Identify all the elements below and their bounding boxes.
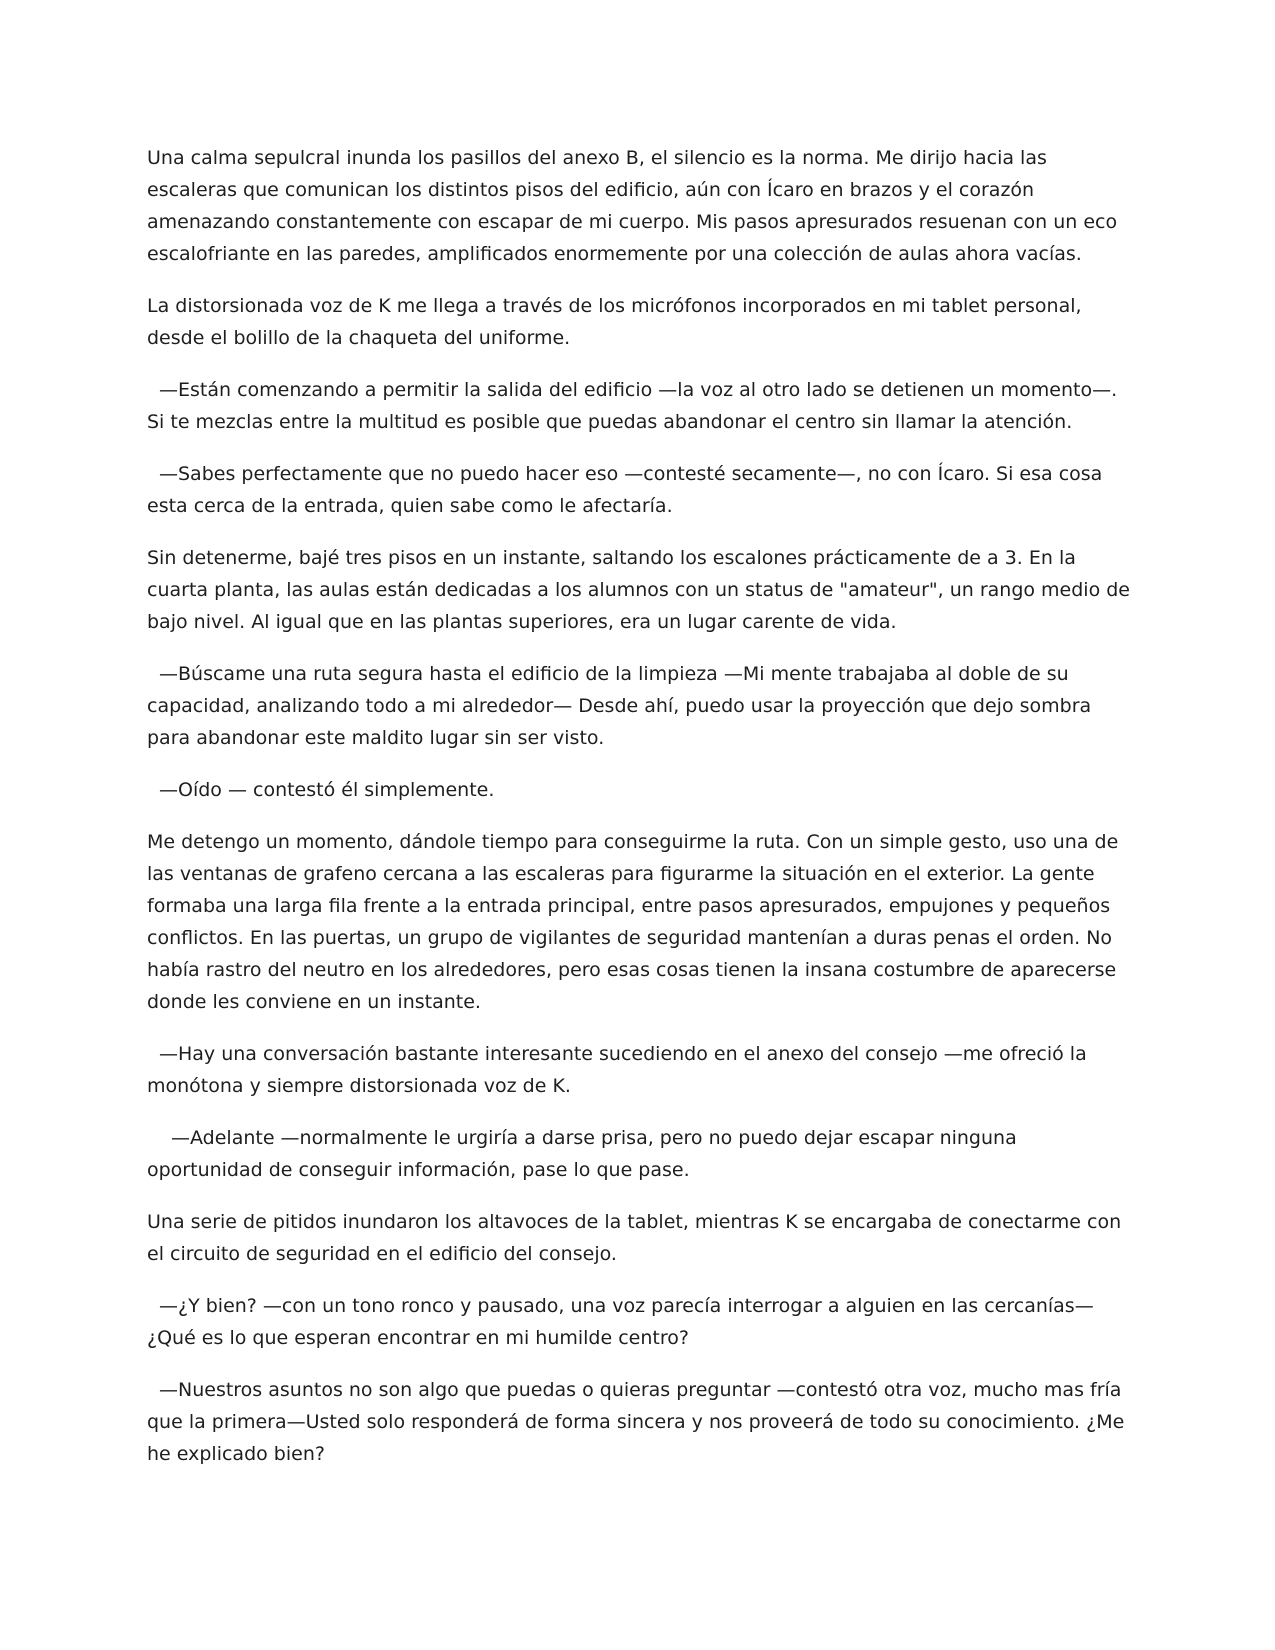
dialogue-paragraph-4: —Sabes perfectamente que no puedo hacer eso —contesté secamente—, no con Ícaro. Si esa cosa esta cerca de la entrada, quien sabe como le afectaría. xyxy=(147,463,1103,517)
dialogue-paragraph-10: —Adelante —normalmente le urgiría a darse prisa, pero no puedo dejar escapar ninguna oportunidad de conseguir información, pase lo que pase. xyxy=(147,1127,1017,1181)
document-body xyxy=(147,142,1137,1490)
dialogue-paragraph-12: —¿Y bien? —con un tono ronco y pausado, una voz parecía interrogar a alguien en las cercanías— ¿Qué es lo que esperan encontrar en mi humilde centro? xyxy=(147,1295,1094,1349)
dialogue-paragraph-6: —Búscame una ruta segura hasta el edificio de la limpieza —Mi mente trabajaba al doble de su capacidad, analizando todo a mi alrededor— Desde ahí, puedo usar la proyección que dejo sombra para abandonar este maldito lugar sin ser visto. xyxy=(147,663,1092,749)
dialogue-paragraph-9: —Hay una conversación bastante interesante sucediendo en el anexo del consejo —me ofreció la monótona y siempre distorsionada voz de K. xyxy=(147,1043,1087,1097)
paragraph-2: La distorsionada voz de K me llega a través de los micrófonos incorporados en mi tablet personal, desde el bolillo de la chaqueta del uniforme. xyxy=(147,295,1082,349)
paragraph-5: Sin detenerme, bajé tres pisos en un instante, saltando los escalones prácticamente de a 3. En la cuarta planta, las aulas están dedicadas a los alumnos con un status de "amateur", un rango medio de bajo nivel. Al igual que en las plantas superiores, era un lugar carente de vida. xyxy=(147,547,1130,633)
paragraph-1: Una calma sepulcral inunda los pasillos del anexo B, el silencio es la norma. Me dirijo hacia las escaleras que comunican los distintos pisos del edificio, aún con Ícaro en brazos y el corazón amenazando constantemente con escapar de mi cuerpo. Mis pasos apresurados resuenan con un eco escalofriante en las paredes, amplificados enormemente por una colección de aulas ahora vacías. xyxy=(147,147,1118,265)
dialogue-paragraph-7: —Oído — contestó él simplemente. xyxy=(159,779,495,801)
paragraph-8: Me detengo un momento, dándole tiempo para conseguirme la ruta. Con un simple gesto, uso una de las ventanas de grafeno cercana a las escaleras para figurarme la situación en el exterior. La gente formaba una larga fila frente a la entrada principal, entre pasos apresurados, empujones y pequeños conflictos. En las puertas, un grupo de vigilantes de seguridad mantenían a duras penas el orden. No había rastro del neutro en los alrededores, pero esas cosas tienen la insana costumbre de aparecerse donde les conviene en un instante. xyxy=(147,831,1119,1013)
dialogue-paragraph-13: —Nuestros asuntos no son algo que puedas o quieras preguntar —contestó otra voz, mucho mas fría que la primera—Usted solo responderá de forma sincera y nos proveerá de todo su conocimiento. ¿Me he explicado bien? xyxy=(147,1379,1125,1465)
dialogue-paragraph-3: —Están comenzando a permitir la salida del edificio —la voz al otro lado se detienen un momento—. Si te mezclas entre la multitud es posible que puedas abandonar el centro sin llamar la atención. xyxy=(147,379,1118,433)
paragraph-11: Una serie de pitidos inundaron los altavoces de la tablet, mientras K se encargaba de conectarme con el circuito de seguridad en el edificio del consejo. xyxy=(147,1211,1122,1265)
